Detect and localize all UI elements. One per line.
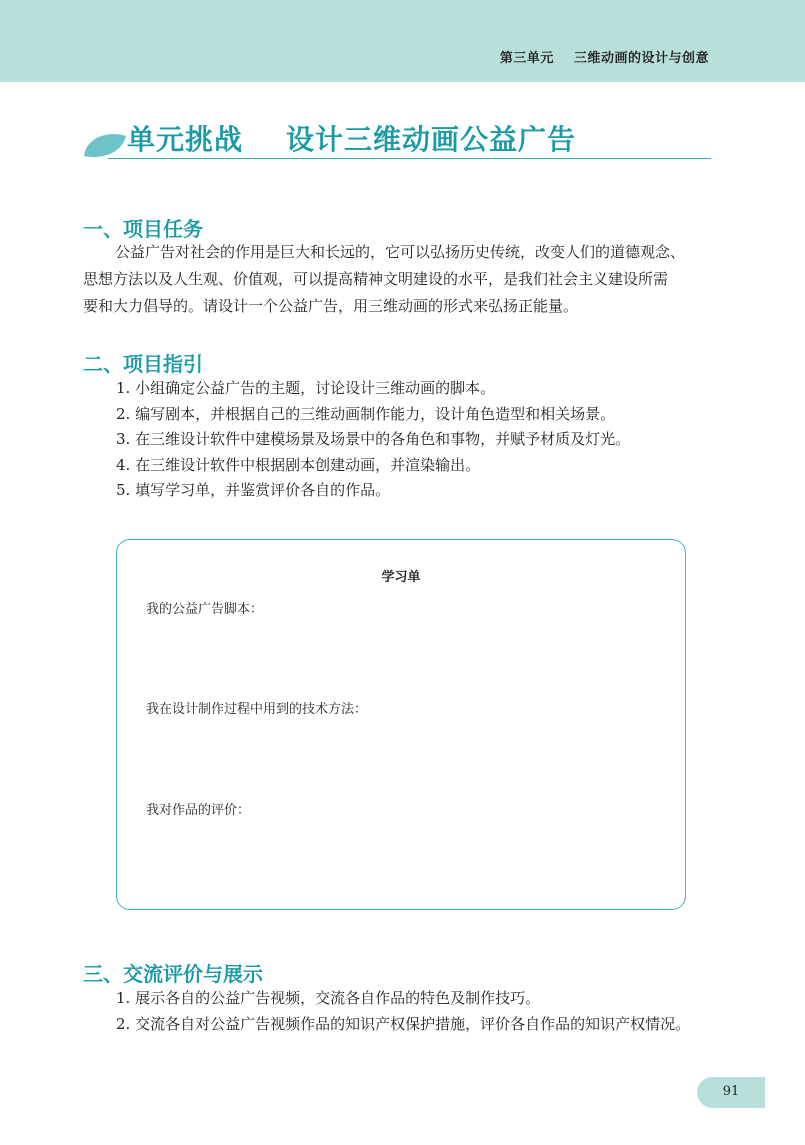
list-item: 3. 在三维设计软件中建模场景及场景中的各角色和事物，并赋予材质及灯光。 [116, 430, 631, 449]
leaf-icon [82, 130, 128, 160]
exchange-list [116, 986, 690, 1037]
title-divider [108, 158, 711, 159]
unit-title: 单元挑战 设计三维动画公益广告 [127, 123, 576, 156]
list-item: 1. 展示各自的公益广告视频，交流各自作品的特色及制作技巧。 [116, 989, 541, 1007]
list-item: 4. 在三维设计软件中根据剧本创建动画，并渲染输出。 [116, 455, 481, 474]
worksheet-field-evaluation: 我对作品的评价： [146, 803, 251, 818]
paragraph-line: 公益广告对社会的作用是巨大和长远的，它可以弘扬历史传统，改变人们的道德观念、 [115, 243, 686, 261]
list-item: 5. 填写学习单，并鉴赏评价各自的作品。 [116, 481, 391, 500]
worksheet-field-methods: 我在设计制作过程中用到的技术方法： [146, 702, 368, 717]
paragraph-line: 要和大力倡导的。请设计一个公益广告，用三维动画的形式来弘扬正能量。 [83, 297, 579, 315]
paragraph-line: 思想方法以及人生观、价值观，可以提高精神文明建设的水平，是我们社会主义建设所需 [83, 270, 669, 288]
guide-list [116, 376, 630, 504]
section-heading-exchange: 三、交流评价与展示 [83, 962, 263, 986]
list-item: 1. 小组确定公益广告的主题，讨论设计三维动画的脚本。 [116, 379, 496, 397]
task-paragraph [83, 239, 713, 320]
worksheet-title: 学习单 [381, 570, 421, 585]
section-heading-guide: 二、项目指引 [83, 352, 203, 376]
worksheet-field-script: 我的公益广告脚本： [146, 602, 264, 617]
list-item: 2. 交流各自对公益广告视频作品的知识产权保护措施，评价各自作品的知识产权情况。 [116, 1014, 691, 1033]
list-item: 2. 编写剧本，并根据自己的三维动画制作能力，设计角色造型和相关场景。 [116, 404, 616, 423]
section-heading-task: 一、项目任务 [83, 217, 203, 241]
worksheet-box [116, 539, 686, 910]
page-number: 91 [722, 1084, 740, 1099]
header-band [0, 0, 805, 82]
page-number-tab [697, 1077, 765, 1108]
chapter-header: 第三单元 三维动画的设计与创意 [499, 51, 709, 66]
